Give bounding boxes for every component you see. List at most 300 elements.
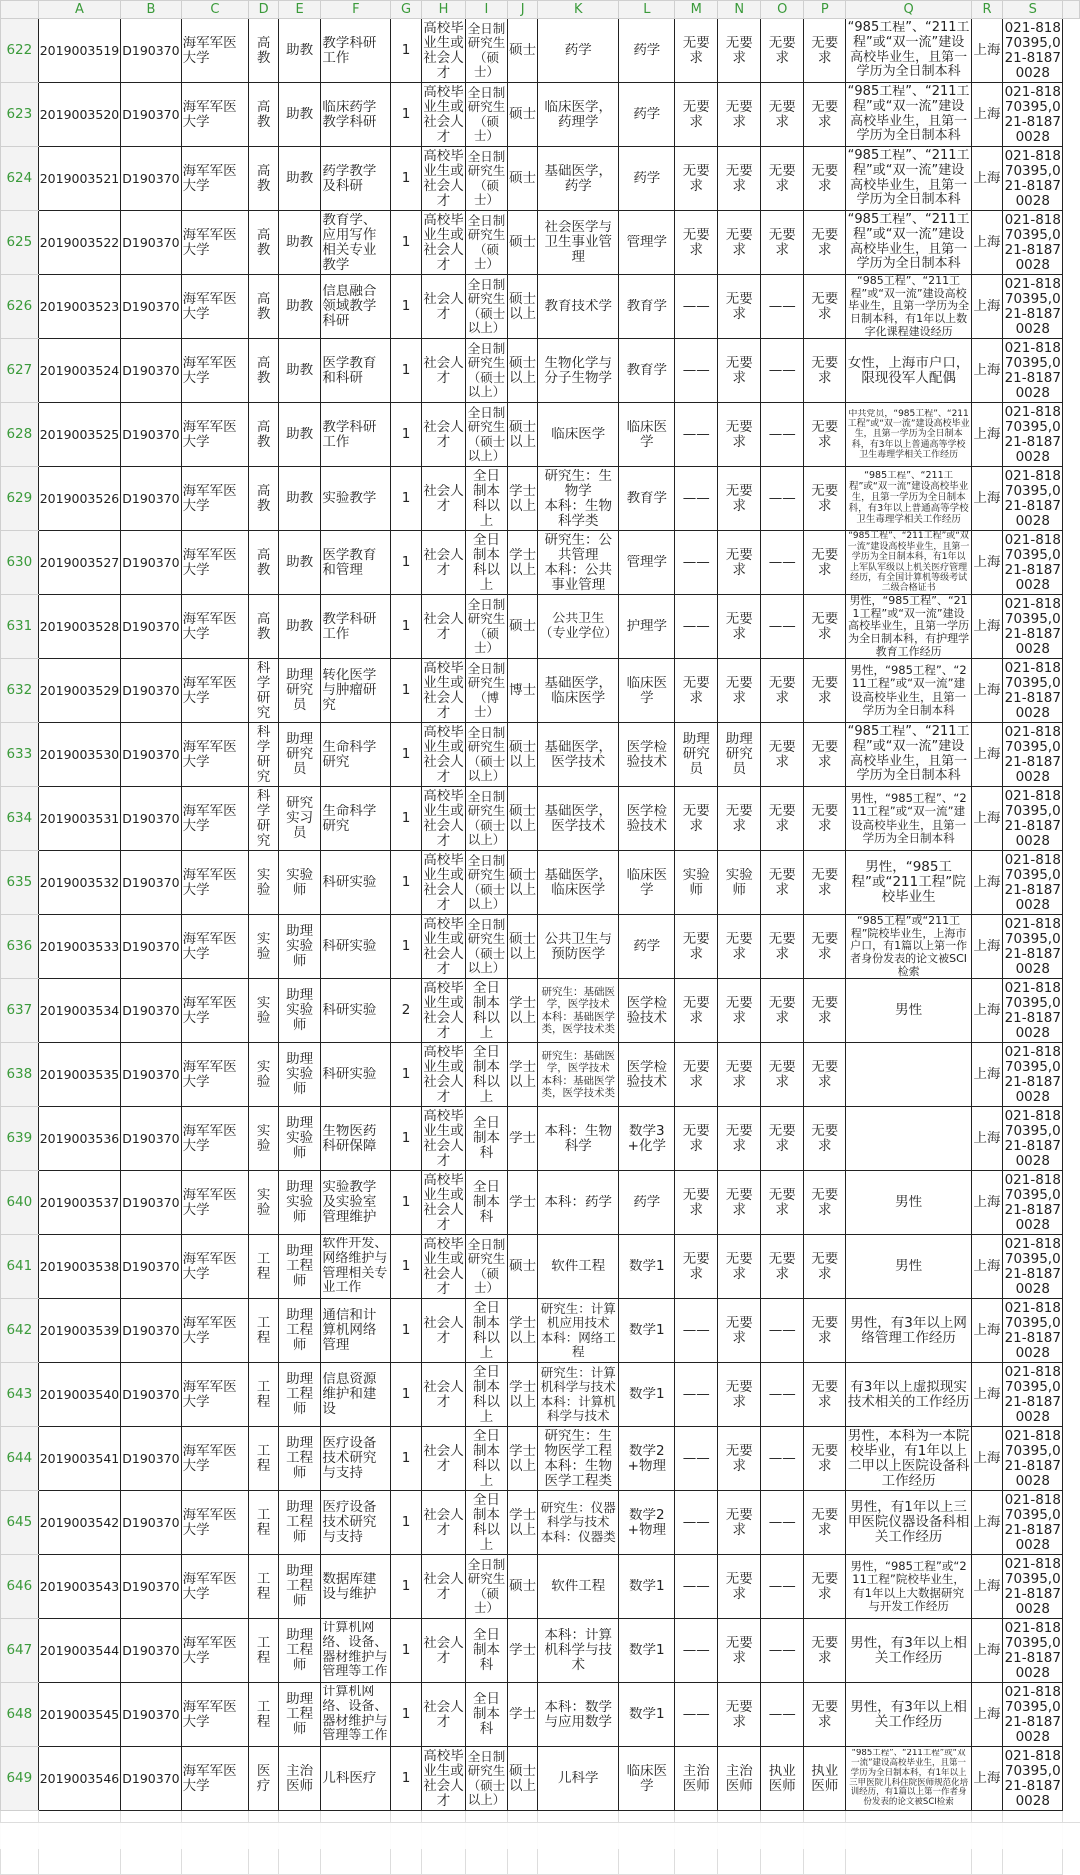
- cell-l[interactable]: [619, 1171, 675, 1235]
- cell-s[interactable]: [1003, 339, 1063, 403]
- cell-i[interactable]: [466, 19, 508, 83]
- cell-d[interactable]: [249, 851, 279, 915]
- row-number[interactable]: 648: [1, 1683, 39, 1747]
- cell-a[interactable]: [38, 467, 121, 531]
- cell-l[interactable]: [619, 1683, 675, 1747]
- cell-r[interactable]: [971, 1683, 1003, 1747]
- cell-q[interactable]: [846, 1619, 971, 1683]
- cell-n[interactable]: [718, 595, 761, 659]
- cell-r[interactable]: [971, 19, 1003, 83]
- cell-h[interactable]: [421, 1491, 465, 1555]
- cell-a[interactable]: [38, 659, 121, 723]
- row-number[interactable]: 639: [1, 1107, 39, 1171]
- row-number[interactable]: 634: [1, 787, 39, 851]
- cell-o[interactable]: [761, 1043, 804, 1107]
- cell-j[interactable]: [507, 723, 538, 787]
- cell-p[interactable]: [804, 1043, 846, 1107]
- cell-m[interactable]: [675, 1555, 718, 1619]
- cell-b[interactable]: [121, 1299, 181, 1363]
- cell-l[interactable]: [619, 1619, 675, 1683]
- cell-i[interactable]: [466, 147, 508, 211]
- cell-empty[interactable]: [1063, 595, 1080, 659]
- cell-q[interactable]: [846, 1491, 971, 1555]
- cell-f[interactable]: [321, 403, 391, 467]
- cell-j[interactable]: [507, 19, 538, 83]
- cell-k[interactable]: [538, 275, 619, 339]
- cell-m[interactable]: [675, 595, 718, 659]
- cell-q[interactable]: [846, 467, 971, 531]
- cell-l[interactable]: [619, 659, 675, 723]
- column-header-m[interactable]: M: [675, 1, 718, 19]
- cell-o[interactable]: [761, 339, 804, 403]
- cell-p[interactable]: [804, 147, 846, 211]
- cell-a[interactable]: [38, 851, 121, 915]
- cell-s[interactable]: [1003, 1235, 1063, 1299]
- cell-l[interactable]: [619, 339, 675, 403]
- cell-j[interactable]: [507, 211, 538, 275]
- cell-r[interactable]: [971, 915, 1003, 979]
- cell-q[interactable]: [846, 1107, 971, 1171]
- row-number[interactable]: 644: [1, 1427, 39, 1491]
- cell-k[interactable]: [538, 83, 619, 147]
- cell-f[interactable]: [321, 1235, 391, 1299]
- cell-g[interactable]: [391, 1299, 422, 1363]
- cell-o[interactable]: [761, 1363, 804, 1427]
- cell-e[interactable]: [278, 1683, 320, 1747]
- cell-j[interactable]: [507, 1043, 538, 1107]
- cell-k[interactable]: [538, 467, 619, 531]
- cell-a[interactable]: [38, 979, 121, 1043]
- cell-o[interactable]: [761, 403, 804, 467]
- cell-e[interactable]: [278, 979, 320, 1043]
- cell-h[interactable]: [421, 915, 465, 979]
- cell-i[interactable]: [466, 723, 508, 787]
- cell-d[interactable]: [249, 1491, 279, 1555]
- column-header-o[interactable]: O: [761, 1, 804, 19]
- cell-m[interactable]: [675, 1043, 718, 1107]
- cell-q[interactable]: [846, 275, 971, 339]
- cell-b[interactable]: [121, 659, 181, 723]
- cell-empty[interactable]: [1063, 659, 1080, 723]
- cell-d[interactable]: [249, 147, 279, 211]
- cell-r[interactable]: [971, 147, 1003, 211]
- cell-l[interactable]: [619, 787, 675, 851]
- cell-q[interactable]: [846, 531, 971, 595]
- cell-i[interactable]: [466, 979, 508, 1043]
- cell-d[interactable]: [249, 787, 279, 851]
- cell-p[interactable]: [804, 339, 846, 403]
- cell-k[interactable]: [538, 1427, 619, 1491]
- cell-l[interactable]: [619, 1043, 675, 1107]
- cell-i[interactable]: [466, 211, 508, 275]
- cell-f[interactable]: [321, 1107, 391, 1171]
- cell-c[interactable]: [181, 1491, 249, 1555]
- cell-e[interactable]: [278, 1299, 320, 1363]
- cell-e[interactable]: [278, 915, 320, 979]
- cell-f[interactable]: [321, 723, 391, 787]
- cell-c[interactable]: [181, 1235, 249, 1299]
- cell-c[interactable]: [181, 723, 249, 787]
- cell-k[interactable]: [538, 19, 619, 83]
- cell-f[interactable]: [321, 595, 391, 659]
- cell-empty[interactable]: [1063, 915, 1080, 979]
- cell-empty[interactable]: [1063, 1747, 1080, 1811]
- cell-m[interactable]: [675, 339, 718, 403]
- cell-d[interactable]: [249, 467, 279, 531]
- cell-e[interactable]: [278, 787, 320, 851]
- cell-o[interactable]: [761, 1427, 804, 1491]
- cell-a[interactable]: [38, 1363, 121, 1427]
- cell-r[interactable]: [971, 659, 1003, 723]
- cell-o[interactable]: [761, 787, 804, 851]
- cell-i[interactable]: [466, 1683, 508, 1747]
- cell-k[interactable]: [538, 787, 619, 851]
- cell-c[interactable]: [181, 979, 249, 1043]
- cell-empty[interactable]: [1063, 19, 1080, 83]
- column-header-empty[interactable]: [1063, 1, 1080, 19]
- cell-r[interactable]: [971, 531, 1003, 595]
- cell-s[interactable]: [1003, 1683, 1063, 1747]
- cell-k[interactable]: [538, 1747, 619, 1811]
- cell-l[interactable]: [619, 723, 675, 787]
- cell-e[interactable]: [278, 1107, 320, 1171]
- cell-j[interactable]: [507, 1747, 538, 1811]
- cell-o[interactable]: [761, 723, 804, 787]
- cell-a[interactable]: [38, 915, 121, 979]
- row-number[interactable]: 640: [1, 1171, 39, 1235]
- cell-l[interactable]: [619, 1107, 675, 1171]
- cell-r[interactable]: [971, 1107, 1003, 1171]
- cell-f[interactable]: [321, 147, 391, 211]
- cell-g[interactable]: [391, 211, 422, 275]
- cell-k[interactable]: [538, 147, 619, 211]
- cell-c[interactable]: [181, 595, 249, 659]
- cell-j[interactable]: [507, 83, 538, 147]
- column-header-r[interactable]: R: [971, 1, 1003, 19]
- column-header-i[interactable]: I: [466, 1, 508, 19]
- cell-b[interactable]: [121, 1235, 181, 1299]
- cell-j[interactable]: [507, 1363, 538, 1427]
- column-header-s[interactable]: S: [1003, 1, 1063, 19]
- cell-h[interactable]: [421, 1235, 465, 1299]
- cell-i[interactable]: [466, 1619, 508, 1683]
- cell-l[interactable]: [619, 275, 675, 339]
- row-number[interactable]: 629: [1, 467, 39, 531]
- cell-k[interactable]: [538, 915, 619, 979]
- cell-e[interactable]: [278, 1491, 320, 1555]
- cell-c[interactable]: [181, 339, 249, 403]
- cell-q[interactable]: [846, 83, 971, 147]
- cell-c[interactable]: [181, 851, 249, 915]
- cell-j[interactable]: [507, 403, 538, 467]
- column-header-a[interactable]: A: [38, 1, 121, 19]
- cell-m[interactable]: [675, 531, 718, 595]
- cell-k[interactable]: [538, 1491, 619, 1555]
- cell-i[interactable]: [466, 1171, 508, 1235]
- cell-empty[interactable]: [1063, 979, 1080, 1043]
- row-number[interactable]: 646: [1, 1555, 39, 1619]
- cell-b[interactable]: [121, 1747, 181, 1811]
- row-number[interactable]: 630: [1, 531, 39, 595]
- cell-s[interactable]: [1003, 787, 1063, 851]
- cell-h[interactable]: [421, 1043, 465, 1107]
- cell-q[interactable]: [846, 1235, 971, 1299]
- cell-empty[interactable]: [1063, 403, 1080, 467]
- cell-b[interactable]: [121, 787, 181, 851]
- cell-k[interactable]: [538, 339, 619, 403]
- cell-empty[interactable]: [1063, 147, 1080, 211]
- column-header-h[interactable]: H: [421, 1, 465, 19]
- cell-h[interactable]: [421, 1555, 465, 1619]
- row-number[interactable]: 649: [1, 1747, 39, 1811]
- cell-d[interactable]: [249, 211, 279, 275]
- cell-s[interactable]: [1003, 1555, 1063, 1619]
- cell-b[interactable]: [121, 211, 181, 275]
- cell-i[interactable]: [466, 1427, 508, 1491]
- cell-q[interactable]: [846, 1299, 971, 1363]
- column-header-j[interactable]: J: [507, 1, 538, 19]
- row-number[interactable]: 627: [1, 339, 39, 403]
- cell-r[interactable]: [971, 83, 1003, 147]
- cell-h[interactable]: [421, 19, 465, 83]
- cell-empty[interactable]: [1063, 1363, 1080, 1427]
- cell-o[interactable]: [761, 1491, 804, 1555]
- cell-s[interactable]: [1003, 851, 1063, 915]
- cell-d[interactable]: [249, 1619, 279, 1683]
- cell-d[interactable]: [249, 595, 279, 659]
- cell-n[interactable]: [718, 83, 761, 147]
- cell-p[interactable]: [804, 851, 846, 915]
- cell-empty[interactable]: [1063, 787, 1080, 851]
- cell-p[interactable]: [804, 531, 846, 595]
- row-number[interactable]: 631: [1, 595, 39, 659]
- cell-j[interactable]: [507, 659, 538, 723]
- cell-r[interactable]: [971, 1747, 1003, 1811]
- cell-e[interactable]: [278, 1171, 320, 1235]
- cell-e[interactable]: [278, 851, 320, 915]
- cell-j[interactable]: [507, 1235, 538, 1299]
- cell-g[interactable]: [391, 1427, 422, 1491]
- cell-l[interactable]: [619, 403, 675, 467]
- cell-g[interactable]: [391, 1107, 422, 1171]
- cell-p[interactable]: [804, 723, 846, 787]
- cell-h[interactable]: [421, 1107, 465, 1171]
- cell-l[interactable]: [619, 531, 675, 595]
- cell-e[interactable]: [278, 595, 320, 659]
- cell-d[interactable]: [249, 1683, 279, 1747]
- row-number[interactable]: 623: [1, 83, 39, 147]
- cell-g[interactable]: [391, 1683, 422, 1747]
- cell-j[interactable]: [507, 1171, 538, 1235]
- cell-f[interactable]: [321, 1427, 391, 1491]
- cell-m[interactable]: [675, 1427, 718, 1491]
- cell-o[interactable]: [761, 19, 804, 83]
- cell-s[interactable]: [1003, 595, 1063, 659]
- cell-b[interactable]: [121, 1171, 181, 1235]
- cell-a[interactable]: [38, 1043, 121, 1107]
- cell-s[interactable]: [1003, 1363, 1063, 1427]
- cell-h[interactable]: [421, 147, 465, 211]
- cell-j[interactable]: [507, 339, 538, 403]
- cell-f[interactable]: [321, 915, 391, 979]
- cell-k[interactable]: [538, 595, 619, 659]
- cell-h[interactable]: [421, 1171, 465, 1235]
- cell-r[interactable]: [971, 787, 1003, 851]
- row-number[interactable]: 645: [1, 1491, 39, 1555]
- cell-o[interactable]: [761, 83, 804, 147]
- cell-i[interactable]: [466, 659, 508, 723]
- cell-j[interactable]: [507, 851, 538, 915]
- cell-p[interactable]: [804, 275, 846, 339]
- cell-d[interactable]: [249, 1299, 279, 1363]
- cell-q[interactable]: [846, 787, 971, 851]
- cell-q[interactable]: [846, 147, 971, 211]
- cell-n[interactable]: [718, 915, 761, 979]
- cell-r[interactable]: [971, 1171, 1003, 1235]
- cell-a[interactable]: [38, 1171, 121, 1235]
- cell-g[interactable]: [391, 147, 422, 211]
- cell-r[interactable]: [971, 1299, 1003, 1363]
- cell-empty[interactable]: [1063, 1043, 1080, 1107]
- cell-g[interactable]: [391, 1491, 422, 1555]
- cell-a[interactable]: [38, 339, 121, 403]
- cell-q[interactable]: [846, 1043, 971, 1107]
- cell-p[interactable]: [804, 915, 846, 979]
- cell-q[interactable]: [846, 1555, 971, 1619]
- cell-c[interactable]: [181, 787, 249, 851]
- cell-s[interactable]: [1003, 403, 1063, 467]
- cell-o[interactable]: [761, 275, 804, 339]
- cell-j[interactable]: [507, 1619, 538, 1683]
- cell-g[interactable]: [391, 531, 422, 595]
- cell-c[interactable]: [181, 147, 249, 211]
- cell-b[interactable]: [121, 531, 181, 595]
- cell-c[interactable]: [181, 403, 249, 467]
- cell-d[interactable]: [249, 275, 279, 339]
- cell-h[interactable]: [421, 787, 465, 851]
- cell-m[interactable]: [675, 1683, 718, 1747]
- cell-n[interactable]: [718, 1235, 761, 1299]
- cell-o[interactable]: [761, 531, 804, 595]
- cell-m[interactable]: [675, 467, 718, 531]
- cell-g[interactable]: [391, 1235, 422, 1299]
- cell-h[interactable]: [421, 723, 465, 787]
- cell-f[interactable]: [321, 659, 391, 723]
- cell-p[interactable]: [804, 595, 846, 659]
- cell-n[interactable]: [718, 851, 761, 915]
- cell-k[interactable]: [538, 1299, 619, 1363]
- cell-m[interactable]: [675, 851, 718, 915]
- cell-n[interactable]: [718, 19, 761, 83]
- cell-r[interactable]: [971, 1427, 1003, 1491]
- cell-g[interactable]: [391, 467, 422, 531]
- cell-f[interactable]: [321, 979, 391, 1043]
- cell-s[interactable]: [1003, 211, 1063, 275]
- row-number[interactable]: 624: [1, 147, 39, 211]
- cell-r[interactable]: [971, 275, 1003, 339]
- cell-g[interactable]: [391, 1171, 422, 1235]
- cell-i[interactable]: [466, 915, 508, 979]
- cell-f[interactable]: [321, 19, 391, 83]
- cell-a[interactable]: [38, 211, 121, 275]
- cell-p[interactable]: [804, 1491, 846, 1555]
- cell-q[interactable]: [846, 211, 971, 275]
- cell-m[interactable]: [675, 147, 718, 211]
- cell-l[interactable]: [619, 211, 675, 275]
- cell-i[interactable]: [466, 1107, 508, 1171]
- cell-c[interactable]: [181, 915, 249, 979]
- cell-f[interactable]: [321, 1043, 391, 1107]
- cell-b[interactable]: [121, 339, 181, 403]
- cell-d[interactable]: [249, 1043, 279, 1107]
- cell-empty[interactable]: [1063, 211, 1080, 275]
- cell-b[interactable]: [121, 19, 181, 83]
- cell-g[interactable]: [391, 979, 422, 1043]
- cell-m[interactable]: [675, 1491, 718, 1555]
- cell-l[interactable]: [619, 595, 675, 659]
- cell-d[interactable]: [249, 1235, 279, 1299]
- cell-b[interactable]: [121, 467, 181, 531]
- cell-s[interactable]: [1003, 915, 1063, 979]
- cell-p[interactable]: [804, 1619, 846, 1683]
- cell-s[interactable]: [1003, 979, 1063, 1043]
- column-header-l[interactable]: L: [619, 1, 675, 19]
- row-number[interactable]: 632: [1, 659, 39, 723]
- cell-q[interactable]: [846, 339, 971, 403]
- cell-r[interactable]: [971, 467, 1003, 531]
- column-header-b[interactable]: B: [121, 1, 181, 19]
- cell-k[interactable]: [538, 1683, 619, 1747]
- cell-a[interactable]: [38, 595, 121, 659]
- cell-o[interactable]: [761, 211, 804, 275]
- cell-c[interactable]: [181, 1683, 249, 1747]
- cell-j[interactable]: [507, 1299, 538, 1363]
- cell-c[interactable]: [181, 1747, 249, 1811]
- cell-p[interactable]: [804, 1299, 846, 1363]
- cell-k[interactable]: [538, 1619, 619, 1683]
- cell-s[interactable]: [1003, 1043, 1063, 1107]
- cell-p[interactable]: [804, 83, 846, 147]
- column-header-q[interactable]: Q: [846, 1, 971, 19]
- cell-a[interactable]: [38, 1747, 121, 1811]
- cell-m[interactable]: [675, 979, 718, 1043]
- cell-a[interactable]: [38, 1107, 121, 1171]
- cell-h[interactable]: [421, 211, 465, 275]
- cell-n[interactable]: [718, 339, 761, 403]
- cell-k[interactable]: [538, 723, 619, 787]
- cell-b[interactable]: [121, 723, 181, 787]
- cell-empty[interactable]: [1063, 1107, 1080, 1171]
- cell-o[interactable]: [761, 1555, 804, 1619]
- cell-q[interactable]: [846, 979, 971, 1043]
- cell-r[interactable]: [971, 1555, 1003, 1619]
- cell-n[interactable]: [718, 1683, 761, 1747]
- cell-h[interactable]: [421, 339, 465, 403]
- cell-i[interactable]: [466, 1363, 508, 1427]
- cell-i[interactable]: [466, 339, 508, 403]
- cell-f[interactable]: [321, 851, 391, 915]
- cell-i[interactable]: [466, 1299, 508, 1363]
- cell-g[interactable]: [391, 19, 422, 83]
- row-number[interactable]: 638: [1, 1043, 39, 1107]
- row-number[interactable]: 628: [1, 403, 39, 467]
- cell-b[interactable]: [121, 1107, 181, 1171]
- cell-l[interactable]: [619, 851, 675, 915]
- cell-i[interactable]: [466, 787, 508, 851]
- cell-q[interactable]: [846, 403, 971, 467]
- cell-o[interactable]: [761, 1683, 804, 1747]
- cell-h[interactable]: [421, 467, 465, 531]
